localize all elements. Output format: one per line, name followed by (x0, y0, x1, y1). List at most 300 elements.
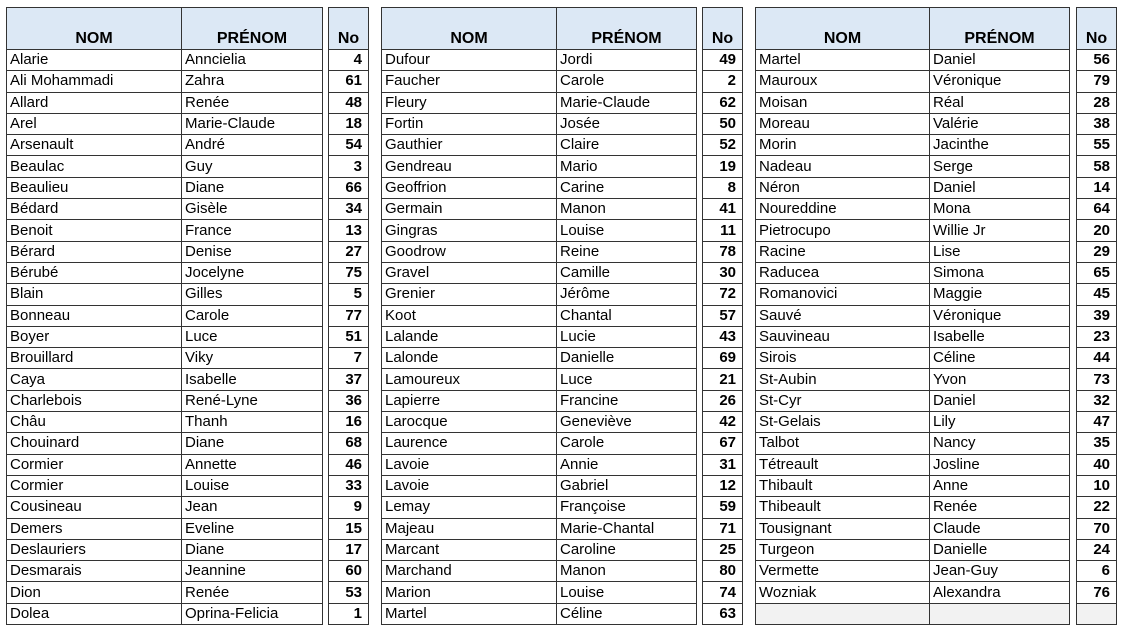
prenom-cell: André (182, 135, 323, 156)
prenom-cell: Geneviève (557, 412, 697, 433)
prenom-cell: Renée (930, 497, 1070, 518)
table-row (382, 475, 697, 496)
table-row (7, 369, 323, 390)
table-row (7, 241, 323, 262)
table-row (329, 475, 369, 496)
table-row (703, 199, 743, 220)
nom-cell: Geoffrion (382, 177, 557, 198)
table-row (329, 348, 369, 369)
table-row (756, 135, 1070, 156)
prenom-cell: Caroline (557, 539, 697, 560)
table-row (7, 475, 323, 496)
table-row (756, 539, 1070, 560)
table-row (382, 603, 697, 624)
prenom-cell: Lily (930, 412, 1070, 433)
nom-cell: Lemay (382, 497, 557, 518)
no-cell: 64 (1077, 199, 1117, 220)
table-row (1077, 326, 1117, 347)
table-row (756, 582, 1070, 603)
no-cell: 9 (329, 497, 369, 518)
nom-cell: Blain (7, 284, 182, 305)
table-row (703, 561, 743, 582)
nom-cell: Lalonde (382, 348, 557, 369)
table-row (382, 497, 697, 518)
prenom-cell: Gilles (182, 284, 323, 305)
table-row (7, 454, 323, 475)
no-cell: 52 (703, 135, 743, 156)
header-no: No (329, 8, 369, 50)
table-row (7, 497, 323, 518)
table-row (703, 113, 743, 134)
prenom-cell: Diane (182, 177, 323, 198)
table-row (7, 199, 323, 220)
nom-cell: Tétreault (756, 454, 930, 475)
nom-cell: Allard (7, 92, 182, 113)
no-cell: 2 (703, 71, 743, 92)
prenom-cell: Louise (557, 220, 697, 241)
table-row (7, 561, 323, 582)
table-row (756, 326, 1070, 347)
table-row (1077, 156, 1117, 177)
prenom-cell: Thanh (182, 412, 323, 433)
table-row (703, 348, 743, 369)
prenom-cell: Eveline (182, 518, 323, 539)
prenom-cell: Céline (557, 603, 697, 624)
table-row (1077, 539, 1117, 560)
prenom-cell: Isabelle (182, 369, 323, 390)
table-row (703, 241, 743, 262)
no-cell: 56 (1077, 50, 1117, 71)
table-row (329, 71, 369, 92)
table-row (329, 539, 369, 560)
nom-cell: Boyer (7, 326, 182, 347)
table-row (1077, 369, 1117, 390)
prenom-cell: Louise (557, 582, 697, 603)
no-cell: 29 (1077, 241, 1117, 262)
no-cell: 33 (329, 475, 369, 496)
prenom-cell: Renée (182, 92, 323, 113)
nom-cell: Beaulac (7, 156, 182, 177)
prenom-cell: Denise (182, 241, 323, 262)
no-cell: 23 (1077, 326, 1117, 347)
table-row (329, 284, 369, 305)
table-row (7, 412, 323, 433)
table-row (703, 390, 743, 411)
table-row (1077, 113, 1117, 134)
table-row (756, 475, 1070, 496)
table-row (7, 156, 323, 177)
table-row (7, 433, 323, 454)
no-cell: 17 (329, 539, 369, 560)
no-cell: 19 (703, 156, 743, 177)
table-row (756, 433, 1070, 454)
table-row (382, 518, 697, 539)
table-row (382, 177, 697, 198)
table-row (329, 305, 369, 326)
table-row (329, 390, 369, 411)
table-row (756, 518, 1070, 539)
no-cell: 20 (1077, 220, 1117, 241)
prenom-cell: Nancy (930, 433, 1070, 454)
nom-cell (756, 603, 930, 624)
no-cell: 43 (703, 326, 743, 347)
header-prenom: PRÉNOM (930, 8, 1070, 50)
no-cell: 24 (1077, 539, 1117, 560)
table-row (1077, 71, 1117, 92)
no-cell: 76 (1077, 582, 1117, 603)
table-row (382, 241, 697, 262)
nom-cell: Laurence (382, 433, 557, 454)
table-row (1077, 177, 1117, 198)
prenom-cell: Daniel (930, 50, 1070, 71)
table-row (382, 390, 697, 411)
table-row (1077, 135, 1117, 156)
nom-cell: Pietrocupo (756, 220, 930, 241)
no-cell: 12 (703, 475, 743, 496)
no-cell: 37 (329, 369, 369, 390)
prenom-cell: Yvon (930, 369, 1070, 390)
table-row (1077, 582, 1117, 603)
table-row (7, 177, 323, 198)
prenom-cell: Guy (182, 156, 323, 177)
table-row (382, 305, 697, 326)
nom-cell: Mauroux (756, 71, 930, 92)
nom-cell: Benoit (7, 220, 182, 241)
header-no: No (1077, 8, 1117, 50)
nom-cell: Wozniak (756, 582, 930, 603)
prenom-cell: Anne (930, 475, 1070, 496)
nom-cell: Martel (382, 603, 557, 624)
table-row (703, 582, 743, 603)
prenom-cell: Francine (557, 390, 697, 411)
no-cell: 38 (1077, 113, 1117, 134)
table-row (703, 369, 743, 390)
table-row (1077, 199, 1117, 220)
table-row (329, 454, 369, 475)
prenom-cell: Diane (182, 433, 323, 454)
nom-cell: Racine (756, 241, 930, 262)
nom-cell: Thibault (756, 475, 930, 496)
nom-cell: Charlebois (7, 390, 182, 411)
table-row (329, 518, 369, 539)
prenom-cell: Gisèle (182, 199, 323, 220)
table-row (7, 518, 323, 539)
prenom-cell: Maggie (930, 284, 1070, 305)
no-cell: 5 (329, 284, 369, 305)
table-row (756, 262, 1070, 283)
table-row (1077, 475, 1117, 496)
nom-cell: Gendreau (382, 156, 557, 177)
table-row (382, 433, 697, 454)
prenom-cell: Camille (557, 262, 697, 283)
table-row (756, 199, 1070, 220)
names-table (381, 7, 697, 625)
prenom-cell: Marie-Claude (557, 92, 697, 113)
no-cell: 10 (1077, 475, 1117, 496)
no-cell: 7 (329, 348, 369, 369)
prenom-cell: Véronique (930, 305, 1070, 326)
nom-cell: Koot (382, 305, 557, 326)
nom-cell: Grenier (382, 284, 557, 305)
table-row (329, 113, 369, 134)
prenom-cell: Claude (930, 518, 1070, 539)
table-row (703, 518, 743, 539)
prenom-cell: Jordi (557, 50, 697, 71)
nom-cell: Bédard (7, 199, 182, 220)
table-row (756, 71, 1070, 92)
numbers-table (328, 7, 369, 625)
prenom-cell: Jérôme (557, 284, 697, 305)
no-cell: 6 (1077, 561, 1117, 582)
no-cell: 41 (703, 199, 743, 220)
nom-cell: St-Aubin (756, 369, 930, 390)
nom-cell: Dolea (7, 603, 182, 624)
no-cell: 11 (703, 220, 743, 241)
table-row (703, 71, 743, 92)
prenom-cell: Véronique (930, 71, 1070, 92)
table-row (7, 284, 323, 305)
names-table (6, 7, 323, 625)
no-cell: 69 (703, 348, 743, 369)
no-cell: 27 (329, 241, 369, 262)
prenom-cell: Viky (182, 348, 323, 369)
table-row (1077, 390, 1117, 411)
table-row (1077, 220, 1117, 241)
nom-cell: Gingras (382, 220, 557, 241)
nom-cell: Alarie (7, 50, 182, 71)
table-row (703, 412, 743, 433)
table-row (7, 539, 323, 560)
table-row (7, 326, 323, 347)
table-row (756, 603, 1070, 624)
nom-cell: Talbot (756, 433, 930, 454)
nom-cell: Cormier (7, 475, 182, 496)
no-cell: 39 (1077, 305, 1117, 326)
prenom-cell: Zahra (182, 71, 323, 92)
table-row (756, 390, 1070, 411)
table-row (703, 603, 743, 624)
nom-cell: Larocque (382, 412, 557, 433)
table-row (703, 92, 743, 113)
table-row (7, 348, 323, 369)
table-row (756, 284, 1070, 305)
table-row (1077, 454, 1117, 475)
table-row (329, 92, 369, 113)
no-cell: 28 (1077, 92, 1117, 113)
prenom-cell: Carole (182, 305, 323, 326)
nom-cell: Marchand (382, 561, 557, 582)
table-row (7, 71, 323, 92)
table-row (703, 177, 743, 198)
table-row (756, 561, 1070, 582)
table-row (1077, 497, 1117, 518)
table-row (329, 603, 369, 624)
no-cell: 34 (329, 199, 369, 220)
table-row (329, 241, 369, 262)
header-prenom: PRÉNOM (557, 8, 697, 50)
nom-cell: Turgeon (756, 539, 930, 560)
nom-cell: Lapierre (382, 390, 557, 411)
prenom-cell: Jean-Guy (930, 561, 1070, 582)
no-cell: 42 (703, 412, 743, 433)
no-cell: 72 (703, 284, 743, 305)
no-cell: 53 (329, 582, 369, 603)
no-cell: 63 (703, 603, 743, 624)
nom-cell: Moreau (756, 113, 930, 134)
nom-cell: Fortin (382, 113, 557, 134)
table-row (756, 113, 1070, 134)
nom-cell: St-Cyr (756, 390, 930, 411)
prenom-cell: Danielle (930, 539, 1070, 560)
table-row (329, 582, 369, 603)
nom-cell: Sirois (756, 348, 930, 369)
table-row (382, 454, 697, 475)
nom-cell: Ali Mohammadi (7, 71, 182, 92)
no-cell: 18 (329, 113, 369, 134)
no-cell: 40 (1077, 454, 1117, 475)
table-row (329, 156, 369, 177)
table-row (756, 156, 1070, 177)
no-cell: 47 (1077, 412, 1117, 433)
table-row (329, 412, 369, 433)
no-cell: 58 (1077, 156, 1117, 177)
table-row (1077, 433, 1117, 454)
nom-cell: Arel (7, 113, 182, 134)
table-row (7, 220, 323, 241)
no-cell: 79 (1077, 71, 1117, 92)
nom-cell: Romanovici (756, 284, 930, 305)
prenom-cell: Willie Jr (930, 220, 1070, 241)
no-cell: 65 (1077, 262, 1117, 283)
prenom-cell: Luce (182, 326, 323, 347)
prenom-cell: Annette (182, 454, 323, 475)
table-row (382, 561, 697, 582)
no-cell: 46 (329, 454, 369, 475)
no-cell: 77 (329, 305, 369, 326)
prenom-cell: France (182, 220, 323, 241)
table-row (703, 135, 743, 156)
table-row (703, 539, 743, 560)
table-row (382, 135, 697, 156)
table-row (756, 305, 1070, 326)
prenom-cell: Marie-Chantal (557, 518, 697, 539)
nom-cell: Caya (7, 369, 182, 390)
nom-cell: Raducea (756, 262, 930, 283)
no-cell: 50 (703, 113, 743, 134)
no-cell: 70 (1077, 518, 1117, 539)
table-row (756, 454, 1070, 475)
table-row (1077, 412, 1117, 433)
table-row (756, 348, 1070, 369)
nom-cell: Sauvineau (756, 326, 930, 347)
table-row (329, 262, 369, 283)
prenom-cell: Jean (182, 497, 323, 518)
table-row (1077, 518, 1117, 539)
table-row (703, 50, 743, 71)
nom-cell: Marcant (382, 539, 557, 560)
table-row (756, 369, 1070, 390)
no-cell: 16 (329, 412, 369, 433)
no-cell: 44 (1077, 348, 1117, 369)
table-row (7, 603, 323, 624)
table-row (1077, 92, 1117, 113)
table-row (703, 156, 743, 177)
nom-cell: Beaulieu (7, 177, 182, 198)
table-row (382, 71, 697, 92)
no-cell: 61 (329, 71, 369, 92)
table-row (7, 390, 323, 411)
table-row (329, 177, 369, 198)
prenom-cell: Marie-Claude (182, 113, 323, 134)
table-row (756, 220, 1070, 241)
no-cell: 25 (703, 539, 743, 560)
nom-cell: Chouinard (7, 433, 182, 454)
table-row (703, 475, 743, 496)
numbers-table (702, 7, 743, 625)
nom-cell: Nadeau (756, 156, 930, 177)
prenom-cell: René-Lyne (182, 390, 323, 411)
table-row (329, 561, 369, 582)
header-nom: NOM (756, 8, 930, 50)
no-cell: 45 (1077, 284, 1117, 305)
table-row (7, 113, 323, 134)
table-row (7, 92, 323, 113)
table-row (382, 539, 697, 560)
header-nom: NOM (7, 8, 182, 50)
prenom-cell: Oprina-Felicia (182, 603, 323, 624)
no-cell: 66 (329, 177, 369, 198)
no-cell: 22 (1077, 497, 1117, 518)
prenom-cell: Isabelle (930, 326, 1070, 347)
prenom-cell: Claire (557, 135, 697, 156)
nom-cell: Bérard (7, 241, 182, 262)
table-row (382, 156, 697, 177)
table-row (756, 412, 1070, 433)
prenom-cell: Réal (930, 92, 1070, 113)
prenom-cell: Diane (182, 539, 323, 560)
no-cell: 59 (703, 497, 743, 518)
table-row (703, 433, 743, 454)
nom-cell: Lamoureux (382, 369, 557, 390)
prenom-cell: Louise (182, 475, 323, 496)
table-row (703, 326, 743, 347)
prenom-cell: Anncielia (182, 50, 323, 71)
nom-cell: Arsenault (7, 135, 182, 156)
table-row (7, 135, 323, 156)
prenom-cell: Daniel (930, 390, 1070, 411)
no-cell: 36 (329, 390, 369, 411)
table-row (382, 369, 697, 390)
no-cell: 75 (329, 262, 369, 283)
table-row (329, 50, 369, 71)
nom-cell: Vermette (756, 561, 930, 582)
prenom-cell: Lucie (557, 326, 697, 347)
table-row (329, 497, 369, 518)
prenom-cell: Françoise (557, 497, 697, 518)
table-row (1077, 50, 1117, 71)
numbers-table (1076, 7, 1117, 625)
header-no: No (703, 8, 743, 50)
table-row (1077, 305, 1117, 326)
nom-cell: Fleury (382, 92, 557, 113)
table-row (7, 50, 323, 71)
header-prenom: PRÉNOM (182, 8, 323, 50)
table-row (703, 305, 743, 326)
no-cell: 54 (329, 135, 369, 156)
prenom-cell: Annie (557, 454, 697, 475)
no-cell: 74 (703, 582, 743, 603)
nom-cell: Sauvé (756, 305, 930, 326)
